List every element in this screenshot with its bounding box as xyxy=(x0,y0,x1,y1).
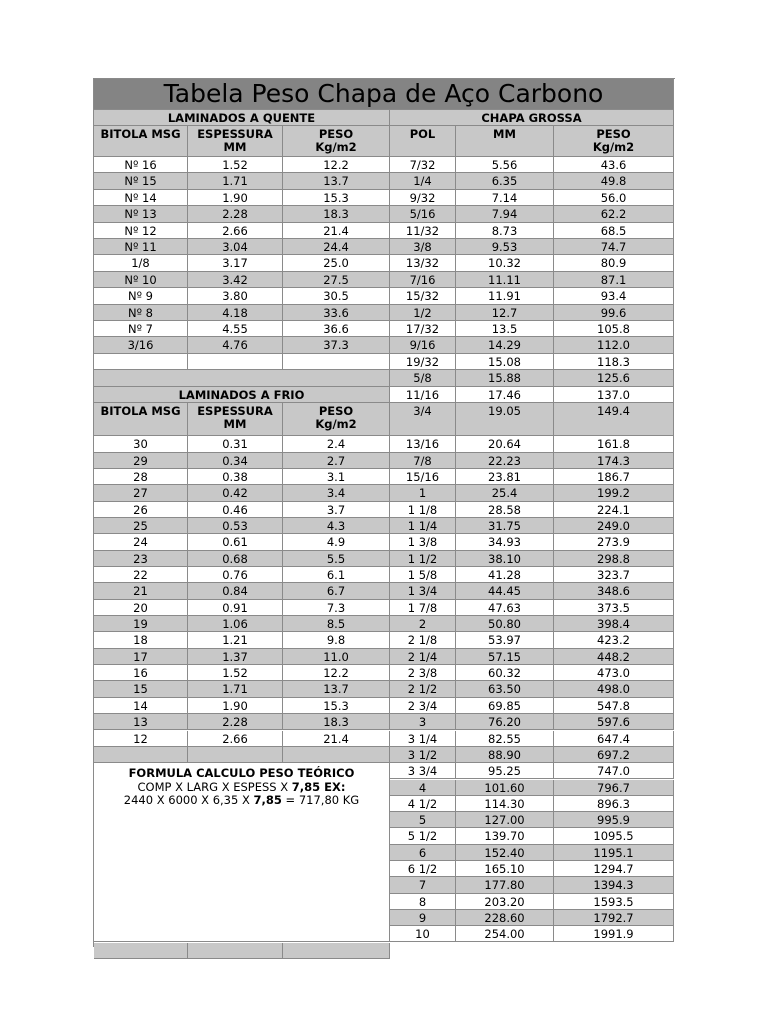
thick-cell: 273.9 xyxy=(554,534,674,550)
thick-cell: 149.4 xyxy=(554,403,674,436)
thick-cell: 4 xyxy=(390,780,456,796)
thick-cell: 1792.7 xyxy=(554,910,674,926)
thick-cell: 224.1 xyxy=(554,502,674,518)
thick-cell: 1394.3 xyxy=(554,877,674,893)
thick-cell: 7.94 xyxy=(456,206,554,222)
thick-cell: 186.7 xyxy=(554,469,674,485)
cold-cell: 30 xyxy=(94,436,188,452)
blank-cell xyxy=(94,943,188,959)
hot-cell: 37.3 xyxy=(283,337,390,353)
thick-cell: 2 xyxy=(390,616,456,632)
thick-cell: 177.80 xyxy=(456,877,554,893)
section-heading-cold: LAMINADOS A FRIO xyxy=(94,387,390,403)
thick-cell: 17/32 xyxy=(390,321,456,337)
hot-cell: 33.6 xyxy=(283,305,390,321)
thick-cell: 23.81 xyxy=(456,469,554,485)
column-header: BITOLA MSG xyxy=(94,126,188,157)
thick-cell: 9.53 xyxy=(456,239,554,255)
hot-cell: Nº 12 xyxy=(94,223,188,239)
thick-cell: 41.28 xyxy=(456,567,554,583)
thick-cell: 1294.7 xyxy=(554,861,674,877)
thick-cell: 3/8 xyxy=(390,239,456,255)
thick-cell: 697.2 xyxy=(554,747,674,763)
thick-cell: 2 1/8 xyxy=(390,632,456,648)
thick-cell: 76.20 xyxy=(456,714,554,730)
thick-cell: 747.0 xyxy=(554,763,674,779)
cold-cell: 2.7 xyxy=(283,453,390,469)
thick-cell: 1 3/4 xyxy=(390,583,456,599)
thick-cell: 228.60 xyxy=(456,910,554,926)
cold-cell: 13.7 xyxy=(283,681,390,697)
thick-cell: 597.6 xyxy=(554,714,674,730)
cold-cell: 0.91 xyxy=(188,600,283,616)
thick-cell: 995.9 xyxy=(554,812,674,828)
thick-cell: 348.6 xyxy=(554,583,674,599)
cold-cell: 1.06 xyxy=(188,616,283,632)
cold-cell: 0.84 xyxy=(188,583,283,599)
thick-cell: 11/16 xyxy=(390,387,456,403)
thick-cell: 62.2 xyxy=(554,206,674,222)
thick-cell: 249.0 xyxy=(554,518,674,534)
hot-cell: 13.7 xyxy=(283,173,390,189)
cold-cell: 2.66 xyxy=(188,731,283,747)
cold-cell: 12 xyxy=(94,731,188,747)
hot-cell: Nº 14 xyxy=(94,190,188,206)
thick-cell: 47.63 xyxy=(456,600,554,616)
thick-cell: 15/16 xyxy=(390,469,456,485)
cold-cell: 4.9 xyxy=(283,534,390,550)
thick-cell: 20.64 xyxy=(456,436,554,452)
thick-cell: 3 1/2 xyxy=(390,747,456,763)
section-heading-hot: LAMINADOS A QUENTE xyxy=(94,110,390,126)
hot-cell: Nº 15 xyxy=(94,173,188,189)
thick-cell: 9/32 xyxy=(390,190,456,206)
thick-cell: 1/2 xyxy=(390,305,456,321)
hot-cell: Nº 13 xyxy=(94,206,188,222)
cold-cell: 22 xyxy=(94,567,188,583)
column-header: BITOLA MSG xyxy=(94,403,188,436)
hot-cell: 1.90 xyxy=(188,190,283,206)
blank-cell xyxy=(283,354,390,370)
hot-cell: 18.3 xyxy=(283,206,390,222)
blank-cell xyxy=(283,747,390,763)
thick-cell: 203.20 xyxy=(456,894,554,910)
hot-cell: 15.3 xyxy=(283,190,390,206)
thick-cell: 161.8 xyxy=(554,436,674,452)
hot-cell: 4.55 xyxy=(188,321,283,337)
thick-cell: 7/32 xyxy=(390,157,456,173)
weight-table xyxy=(93,78,675,947)
hot-cell: 21.4 xyxy=(283,223,390,239)
thick-cell: 5.56 xyxy=(456,157,554,173)
thick-cell: 17.46 xyxy=(456,387,554,403)
column-header: ESPESSURA MM xyxy=(188,126,283,157)
hot-cell: Nº 10 xyxy=(94,272,188,288)
thick-cell: 13/16 xyxy=(390,436,456,452)
hot-cell: Nº 8 xyxy=(94,305,188,321)
thick-cell: 139.70 xyxy=(456,828,554,844)
hot-cell: 3.42 xyxy=(188,272,283,288)
thick-cell: 14.29 xyxy=(456,337,554,353)
thick-cell: 5 1/2 xyxy=(390,828,456,844)
thick-cell: 2 3/8 xyxy=(390,665,456,681)
cold-cell: 20 xyxy=(94,600,188,616)
thick-cell: 15.88 xyxy=(456,370,554,386)
cold-cell: 0.76 xyxy=(188,567,283,583)
thick-cell: 127.00 xyxy=(456,812,554,828)
column-header: PESO Kg/m2 xyxy=(283,126,390,157)
thick-cell: 93.4 xyxy=(554,288,674,304)
thick-cell: 50.80 xyxy=(456,616,554,632)
thick-cell: 498.0 xyxy=(554,681,674,697)
cold-cell: 15.3 xyxy=(283,698,390,714)
thick-cell: 373.5 xyxy=(554,600,674,616)
thick-cell: 8 xyxy=(390,894,456,910)
hot-cell: Nº 11 xyxy=(94,239,188,255)
cold-cell: 26 xyxy=(94,502,188,518)
cold-cell: 1.37 xyxy=(188,649,283,665)
cold-cell: 15 xyxy=(94,681,188,697)
thick-cell: 5/16 xyxy=(390,206,456,222)
thick-cell: 125.6 xyxy=(554,370,674,386)
thick-cell: 2 1/2 xyxy=(390,681,456,697)
thick-cell: 87.1 xyxy=(554,272,674,288)
cold-cell: 12.2 xyxy=(283,665,390,681)
column-header: POL xyxy=(390,126,456,157)
thick-cell: 5 xyxy=(390,812,456,828)
blank-cell xyxy=(94,370,390,386)
hot-cell: 4.18 xyxy=(188,305,283,321)
cold-cell: 0.61 xyxy=(188,534,283,550)
thick-cell: 118.3 xyxy=(554,354,674,370)
thick-cell: 323.7 xyxy=(554,567,674,583)
thick-cell: 5/8 xyxy=(390,370,456,386)
cold-cell: 0.34 xyxy=(188,453,283,469)
formula-title: FORMULA CALCULO PESO TEÓRICO xyxy=(128,766,355,781)
thick-cell: 99.6 xyxy=(554,305,674,321)
thick-cell: 105.8 xyxy=(554,321,674,337)
hot-cell: 24.4 xyxy=(283,239,390,255)
thick-cell: 63.50 xyxy=(456,681,554,697)
thick-cell: 7/16 xyxy=(390,272,456,288)
thick-cell: 88.90 xyxy=(456,747,554,763)
thick-cell: 10 xyxy=(390,926,456,942)
cold-cell: 0.46 xyxy=(188,502,283,518)
thick-cell: 74.7 xyxy=(554,239,674,255)
section-heading-thick: CHAPA GROSSA xyxy=(390,110,674,126)
thick-cell: 3/4 xyxy=(390,403,456,436)
hot-cell: 36.6 xyxy=(283,321,390,337)
thick-cell: 1/4 xyxy=(390,173,456,189)
thick-cell: 38.10 xyxy=(456,551,554,567)
cold-cell: 29 xyxy=(94,453,188,469)
thick-cell: 9/16 xyxy=(390,337,456,353)
hot-cell: 3/16 xyxy=(94,337,188,353)
column-header: MM xyxy=(456,126,554,157)
hot-cell: 27.5 xyxy=(283,272,390,288)
formula-line-1: COMP X LARG X ESPESS X 7,85 EX: xyxy=(137,779,346,794)
cold-cell: 21 xyxy=(94,583,188,599)
thick-cell: 80.9 xyxy=(554,255,674,271)
thick-cell: 44.45 xyxy=(456,583,554,599)
thick-cell: 7 xyxy=(390,877,456,893)
hot-cell: 1.52 xyxy=(188,157,283,173)
blank-cell xyxy=(283,943,390,959)
cold-cell: 1.52 xyxy=(188,665,283,681)
thick-cell: 1 1/4 xyxy=(390,518,456,534)
cold-cell: 3.4 xyxy=(283,485,390,501)
cold-cell: 1.90 xyxy=(188,698,283,714)
cold-cell: 16 xyxy=(94,665,188,681)
formula-line-2: 2440 X 6000 X 6,35 X 7,85 = 717,80 KG xyxy=(123,793,360,808)
thick-cell: 43.6 xyxy=(554,157,674,173)
thick-cell: 165.10 xyxy=(456,861,554,877)
hot-cell: 2.66 xyxy=(188,223,283,239)
thick-cell: 1 7/8 xyxy=(390,600,456,616)
thick-cell: 8.73 xyxy=(456,223,554,239)
hot-cell: 12.2 xyxy=(283,157,390,173)
thick-cell: 896.3 xyxy=(554,796,674,812)
thick-cell: 25.4 xyxy=(456,485,554,501)
thick-cell: 423.2 xyxy=(554,632,674,648)
thick-cell: 473.0 xyxy=(554,665,674,681)
thick-cell: 11/32 xyxy=(390,223,456,239)
thick-cell: 57.15 xyxy=(456,649,554,665)
cold-cell: 9.8 xyxy=(283,632,390,648)
thick-cell: 6 xyxy=(390,845,456,861)
thick-cell: 28.58 xyxy=(456,502,554,518)
thick-cell: 254.00 xyxy=(456,926,554,942)
blank-cell xyxy=(188,943,283,959)
blank-cell xyxy=(94,747,188,763)
thick-cell: 199.2 xyxy=(554,485,674,501)
thick-cell: 11.11 xyxy=(456,272,554,288)
thick-cell: 60.32 xyxy=(456,665,554,681)
thick-cell: 152.40 xyxy=(456,845,554,861)
thick-cell: 34.93 xyxy=(456,534,554,550)
cold-cell: 27 xyxy=(94,485,188,501)
thick-cell: 1593.5 xyxy=(554,894,674,910)
thick-cell: 7/8 xyxy=(390,453,456,469)
thick-cell: 9 xyxy=(390,910,456,926)
thick-cell: 95.25 xyxy=(456,763,554,779)
hot-cell: 25.0 xyxy=(283,255,390,271)
thick-cell: 82.55 xyxy=(456,731,554,747)
hot-cell: Nº 7 xyxy=(94,321,188,337)
cold-cell: 23 xyxy=(94,551,188,567)
cold-cell: 0.68 xyxy=(188,551,283,567)
blank-cell xyxy=(188,354,283,370)
formula-box xyxy=(94,763,390,942)
thick-cell: 3 xyxy=(390,714,456,730)
cold-cell: 8.5 xyxy=(283,616,390,632)
thick-cell: 13/32 xyxy=(390,255,456,271)
thick-cell: 6 1/2 xyxy=(390,861,456,877)
cold-cell: 0.53 xyxy=(188,518,283,534)
cold-cell: 2.28 xyxy=(188,714,283,730)
column-header: PESO Kg/m2 xyxy=(283,403,390,436)
hot-cell: 1/8 xyxy=(94,255,188,271)
thick-cell: 1 3/8 xyxy=(390,534,456,550)
thick-cell: 4 1/2 xyxy=(390,796,456,812)
thick-cell: 1 1/2 xyxy=(390,551,456,567)
thick-cell: 3 3/4 xyxy=(390,763,456,779)
thick-cell: 56.0 xyxy=(554,190,674,206)
cold-cell: 2.4 xyxy=(283,436,390,452)
blank-cell xyxy=(94,354,188,370)
cold-cell: 25 xyxy=(94,518,188,534)
thick-cell: 114.30 xyxy=(456,796,554,812)
thick-cell: 49.8 xyxy=(554,173,674,189)
thick-cell: 69.85 xyxy=(456,698,554,714)
cold-cell: 1.71 xyxy=(188,681,283,697)
thick-cell: 3 1/4 xyxy=(390,731,456,747)
thick-cell: 1 5/8 xyxy=(390,567,456,583)
thick-cell: 31.75 xyxy=(456,518,554,534)
cold-cell: 0.38 xyxy=(188,469,283,485)
thick-cell: 15.08 xyxy=(456,354,554,370)
cold-cell: 19 xyxy=(94,616,188,632)
thick-cell: 68.5 xyxy=(554,223,674,239)
thick-cell: 2 3/4 xyxy=(390,698,456,714)
cold-cell: 3.7 xyxy=(283,502,390,518)
thick-cell: 298.8 xyxy=(554,551,674,567)
cold-cell: 0.31 xyxy=(188,436,283,452)
cold-cell: 18.3 xyxy=(283,714,390,730)
hot-cell: Nº 16 xyxy=(94,157,188,173)
cold-cell: 21.4 xyxy=(283,731,390,747)
thick-cell: 19.05 xyxy=(456,403,554,436)
thick-cell: 796.7 xyxy=(554,780,674,796)
thick-cell: 448.2 xyxy=(554,649,674,665)
thick-cell: 547.8 xyxy=(554,698,674,714)
thick-cell: 647.4 xyxy=(554,731,674,747)
thick-cell: 398.4 xyxy=(554,616,674,632)
thick-cell: 6.35 xyxy=(456,173,554,189)
cold-cell: 18 xyxy=(94,632,188,648)
hot-cell: 3.17 xyxy=(188,255,283,271)
thick-cell: 12.7 xyxy=(456,305,554,321)
thick-cell: 1991.9 xyxy=(554,926,674,942)
hot-cell: 3.04 xyxy=(188,239,283,255)
cold-cell: 1.21 xyxy=(188,632,283,648)
thick-cell: 13.5 xyxy=(456,321,554,337)
hot-cell: Nº 9 xyxy=(94,288,188,304)
page-title: Tabela Peso Chapa de Aço Carbono xyxy=(94,79,674,110)
cold-cell: 0.42 xyxy=(188,485,283,501)
cold-cell: 13 xyxy=(94,714,188,730)
cold-cell: 3.1 xyxy=(283,469,390,485)
thick-cell: 1195.1 xyxy=(554,845,674,861)
thick-cell: 137.0 xyxy=(554,387,674,403)
cold-cell: 5.5 xyxy=(283,551,390,567)
thick-cell: 10.32 xyxy=(456,255,554,271)
thick-cell: 11.91 xyxy=(456,288,554,304)
cold-cell: 28 xyxy=(94,469,188,485)
cold-cell: 6.1 xyxy=(283,567,390,583)
cold-cell: 24 xyxy=(94,534,188,550)
cold-cell: 4.3 xyxy=(283,518,390,534)
thick-cell: 22.23 xyxy=(456,453,554,469)
thick-cell: 174.3 xyxy=(554,453,674,469)
cold-cell: 11.0 xyxy=(283,649,390,665)
cold-cell: 7.3 xyxy=(283,600,390,616)
thick-cell: 15/32 xyxy=(390,288,456,304)
hot-cell: 30.5 xyxy=(283,288,390,304)
hot-cell: 1.71 xyxy=(188,173,283,189)
thick-cell: 112.0 xyxy=(554,337,674,353)
thick-cell: 2 1/4 xyxy=(390,649,456,665)
column-header: ESPESSURA MM xyxy=(188,403,283,436)
blank-cell xyxy=(188,747,283,763)
hot-cell: 2.28 xyxy=(188,206,283,222)
thick-cell: 1095.5 xyxy=(554,828,674,844)
thick-cell: 7.14 xyxy=(456,190,554,206)
thick-cell: 53.97 xyxy=(456,632,554,648)
thick-cell: 1 1/8 xyxy=(390,502,456,518)
column-header: PESO Kg/m2 xyxy=(554,126,674,157)
hot-cell: 4.76 xyxy=(188,337,283,353)
thick-cell: 19/32 xyxy=(390,354,456,370)
thick-cell: 101.60 xyxy=(456,780,554,796)
cold-cell: 17 xyxy=(94,649,188,665)
cold-cell: 14 xyxy=(94,698,188,714)
cold-cell: 6.7 xyxy=(283,583,390,599)
hot-cell: 3.80 xyxy=(188,288,283,304)
thick-cell: 1 xyxy=(390,485,456,501)
